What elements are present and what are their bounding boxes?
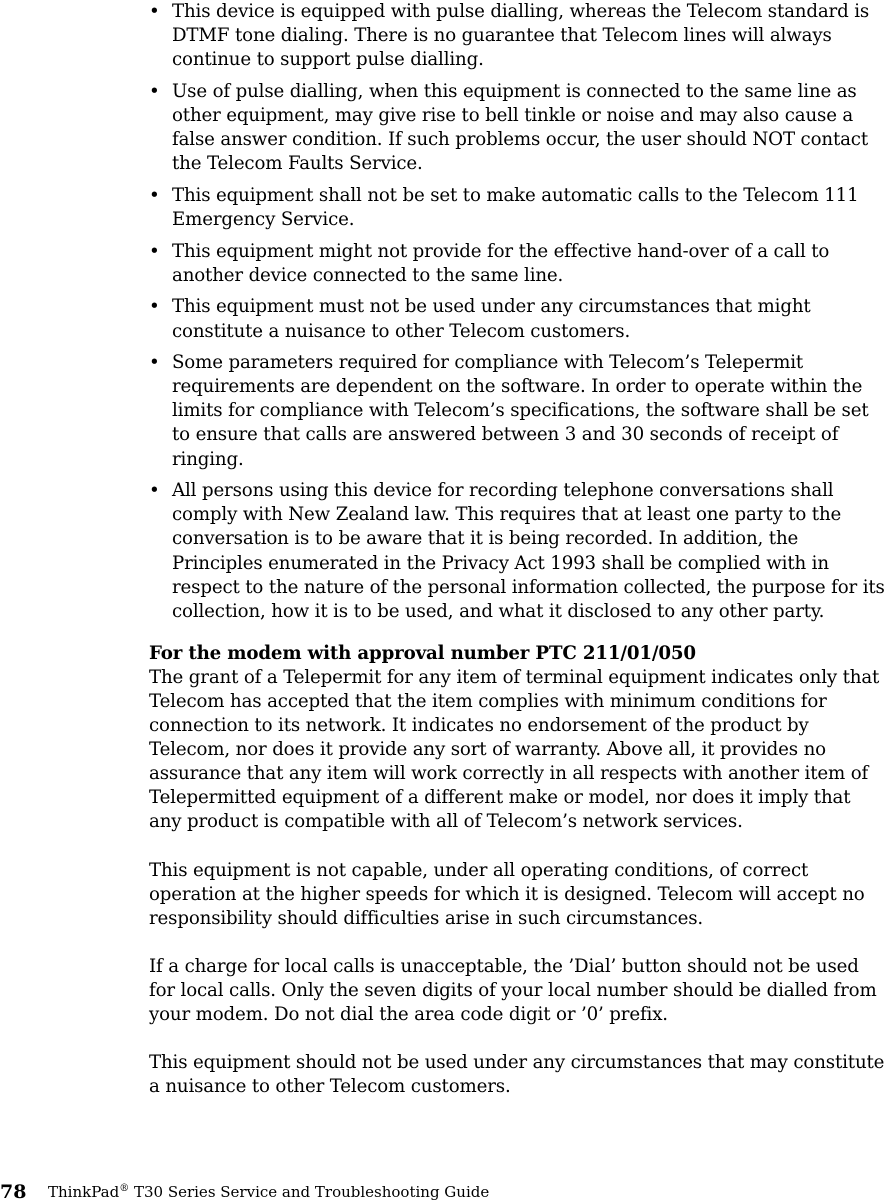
bullet-item: • This equipment shall not be set to make automatic calls to the Telecom 111 Emergency Service. (149, 184, 887, 232)
paragraph: The grant of a Telepermit for any item of terminal equipment indicates only that Telecom has accepted that the item complies with minimum conditions for connection to its network. It indicates no endorsement of the product by Telecom, nor does it provide any sort of warranty. Above all, it provides no assurance that any item will work correctly in all respects with another item of Telepermitted equipment of a different make or model, nor does it imply that any product is compatible with all of Telecom’s network services. (149, 666, 880, 833)
section-heading: For the modem with approval number PTC 211/01/050 (149, 642, 696, 664)
footer-title (48, 1180, 489, 1204)
bullet-list (149, 0, 887, 624)
page-number: 78 (0, 1181, 27, 1203)
paragraph: This equipment is not capable, under all operating conditions, of correct operation at the higher speeds for which it is designed. Telecom will accept no responsibility should difficulties arise in such circumstances. (149, 859, 865, 929)
registered-mark: ® (119, 1183, 130, 1194)
paragraph: If a charge for local calls is unacceptable, the ’Dial’ button should not be used for local calls. Only the seven digits of your local number should be dialled from your modem. Do not dial the area code digit or ’0’ prefix. (149, 955, 877, 1026)
bullet-item: • Some parameters required for compliance with Telecom’s Telepermit requirements are dependent on the software. In order to operate within the limits for compliance with Telecom’s specifications, the software shall be set to ensure that calls are answered between 3 and 30 seconds of receipt of ringing. (149, 351, 887, 471)
document-body (149, 0, 887, 1099)
bullet-item: • This device is equipped with pulse dialling, whereas the Telecom standard is DTMF tone dialing. There is no guarantee that Telecom lines will always continue to support pulse dialling. (149, 0, 887, 72)
bullet-item: • All persons using this device for recording telephone conversations shall comply with New Zealand law. This requires that at least one party to the conversation is to be aware that it is being recorded. In addition, the Principles enumerated in the Privacy Act 1993 shall be complied with in respect to the nature of the personal information collected, the purpose for its collection, how it is to be used, and what it disclosed to any other party. (149, 479, 887, 624)
page-footer (0, 1180, 889, 1204)
footer-brand: ThinkPad (48, 1183, 120, 1201)
bullet-item: • Use of pulse dialling, when this equipment is connected to the same line as other equipment, may give rise to bell tinkle or noise and may also cause a false answer condition. If such problems occur, the user should NOT contact the Telecom Faults Service. (149, 80, 887, 176)
bullet-item: • This equipment might not provide for the effective hand-over of a call to another device connected to the same line. (149, 240, 887, 288)
footer-title-rest: T30 Series Service and Troubleshooting Guide (129, 1183, 490, 1201)
bullet-item: • This equipment must not be used under any circumstances that might constitute a nuisance to other Telecom customers. (149, 295, 887, 343)
paragraph: This equipment should not be used under any circumstances that may constitute a nuisance to other Telecom customers. (149, 1052, 885, 1098)
